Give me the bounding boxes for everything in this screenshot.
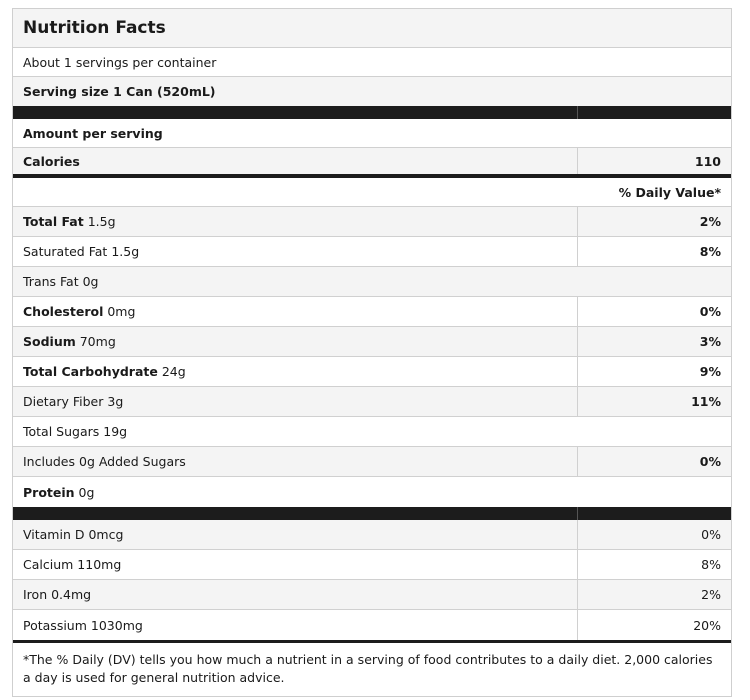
- nutrient-row: [13, 387, 731, 417]
- daily-value-percent: 0%: [577, 297, 731, 326]
- daily-value-percent: 2%: [577, 580, 731, 609]
- daily-value-percent: 0%: [577, 447, 731, 476]
- nutrient-label: [13, 477, 577, 507]
- nutrient-name: Iron: [23, 587, 48, 602]
- nutrient-row: [13, 447, 731, 477]
- nutrient-name: Total Fat: [23, 214, 84, 229]
- nutrient-name: Trans Fat: [23, 274, 79, 289]
- nutrient-amount: 19g: [103, 424, 128, 439]
- nutrient-name: Total Sugars: [23, 424, 100, 439]
- nutrient-amount: 110mg: [77, 557, 122, 572]
- nutrient-row: [13, 477, 731, 507]
- daily-value-percent: 0%: [577, 520, 731, 549]
- nutrient-amount: 24g: [161, 364, 186, 379]
- calories-row: [13, 148, 731, 178]
- vitamin-list: [13, 520, 731, 640]
- nutrient-list: [13, 207, 731, 507]
- thick-divider: [13, 106, 731, 119]
- thick-divider-2: [13, 507, 731, 520]
- nutrient-row: [13, 357, 731, 387]
- daily-value-percent: [577, 417, 731, 446]
- nutrient-label: [13, 610, 577, 640]
- nutrient-name: Total Carbohydrate: [23, 364, 158, 379]
- nutrient-row: [13, 267, 731, 297]
- nutrient-label: [13, 447, 577, 476]
- nutrient-label: [13, 417, 577, 446]
- daily-value-percent: 3%: [577, 327, 731, 356]
- vitamin-row: [13, 520, 731, 550]
- nutrient-label: [13, 207, 577, 236]
- nutrient-amount: 1.5g: [87, 214, 116, 229]
- nutrient-name: Calcium: [23, 557, 74, 572]
- nutrient-name: Vitamin D: [23, 527, 85, 542]
- nutrition-facts-title: Nutrition Facts: [23, 18, 166, 38]
- nutrient-name: Dietary Fiber: [23, 394, 104, 409]
- nutrient-label: [13, 520, 577, 549]
- nutrient-row: [13, 417, 731, 447]
- nutrient-amount: 0mcg: [88, 527, 124, 542]
- servings-per-container: About 1 servings per container: [23, 54, 217, 70]
- footnote: *The % Daily (DV) tells you how much a nutrient in a serving of food contributes to a daily diet. 2,000 calories a day is used for general nutrition advice.: [13, 640, 731, 696]
- calories-label: Calories: [23, 153, 80, 169]
- amount-per-serving: Amount per serving: [23, 125, 163, 141]
- nutrient-row: [13, 327, 731, 357]
- daily-value-percent: 2%: [577, 207, 731, 236]
- daily-value-percent: 8%: [577, 550, 731, 579]
- nutrient-amount: 1.5g: [111, 244, 140, 259]
- title-row: [13, 9, 731, 48]
- calories-value: 110: [577, 148, 731, 174]
- nutrient-amount: 3g: [107, 394, 124, 409]
- vitamin-row: [13, 610, 731, 640]
- daily-value-percent: 20%: [577, 610, 731, 640]
- nutrient-label: [13, 387, 577, 416]
- nutrient-row: [13, 297, 731, 327]
- nutrient-label: [13, 327, 577, 356]
- daily-value-percent: 9%: [577, 357, 731, 386]
- nutrient-name: Sodium: [23, 334, 76, 349]
- nutrient-label: [13, 580, 577, 609]
- nutrient-label: [13, 267, 577, 296]
- nutrient-amount: 0g: [82, 274, 99, 289]
- nutrition-facts-panel: [12, 8, 732, 697]
- daily-value-header-row: [13, 178, 731, 207]
- serving-size: Serving size 1 Can (520mL): [23, 84, 216, 99]
- nutrient-label: [13, 297, 577, 326]
- nutrient-label: [13, 237, 577, 266]
- nutrient-name: Potassium: [23, 617, 87, 633]
- serving-size-row: [13, 77, 731, 106]
- nutrient-row: [13, 237, 731, 267]
- daily-value-header: % Daily Value*: [618, 184, 721, 200]
- vitamin-row: [13, 550, 731, 580]
- daily-value-percent: [577, 267, 731, 296]
- nutrient-label: [13, 357, 577, 386]
- nutrient-name: Protein: [23, 484, 75, 500]
- nutrient-name: Includes 0g Added Sugars: [23, 454, 186, 469]
- amount-per-serving-row: [13, 119, 731, 148]
- daily-value-percent: 8%: [577, 237, 731, 266]
- nutrient-amount: 70mg: [79, 334, 116, 349]
- servings-row: [13, 48, 731, 77]
- nutrient-label: [13, 550, 577, 579]
- nutrient-amount: 0mg: [107, 304, 136, 319]
- daily-value-percent: [577, 477, 731, 507]
- nutrient-name: Saturated Fat: [23, 244, 108, 259]
- nutrient-amount: 0g: [78, 484, 95, 500]
- nutrient-amount: 1030mg: [90, 617, 143, 633]
- nutrient-amount: 0.4mg: [51, 587, 92, 602]
- nutrient-name: Cholesterol: [23, 304, 104, 319]
- nutrient-row: [13, 207, 731, 237]
- daily-value-percent: 11%: [577, 387, 731, 416]
- vitamin-row: [13, 580, 731, 610]
